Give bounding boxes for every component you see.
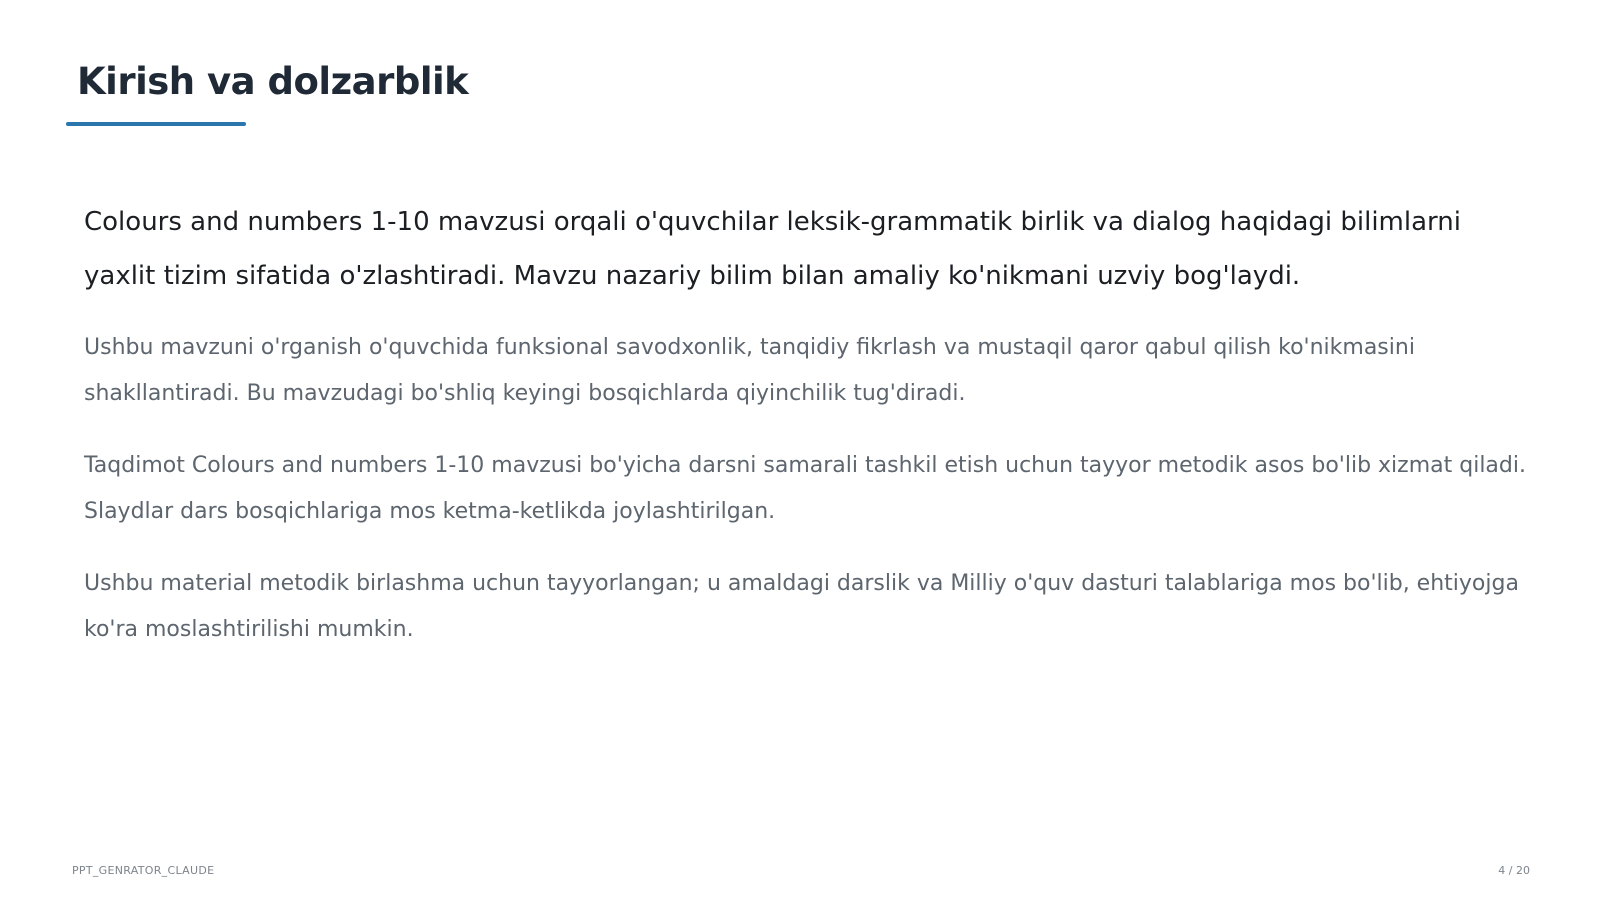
body-paragraph-3: Ushbu material metodik birlashma uchun tayyorlangan; u amaldagi darslik va Milliy o'quv dasturi talablariga mos bo'lib, ehtiyojga ko'ra moslashtirilishi mumkin. [84, 571, 1519, 642]
lead-paragraph: Colours and numbers 1-10 mavzusi orqali o'quvchilar leksik-grammatik birlik va dialog haqidagi bilimlarni yaxlit tizim sifatida o'zlashtiradi. Mavzu nazariy bilim bilan amaliy ko'nikmani uzviy bog'laydi. [84, 207, 1461, 291]
page-number: 4 / 20 [1498, 864, 1530, 877]
body-paragraph-1: Ushbu mavzuni o'rganish o'quvchida funksional savodxonlik, tanqidiy fikrlash va mustaqil qaror qabul qilish ko'nikmasini shakllantiradi. Bu mavzudagi bo'shliq keyingi bosqichlarda qiyinchilik tug'diradi. [84, 335, 1415, 406]
slide-title: Kirish va dolzarblik [77, 60, 469, 103]
slide-content [84, 195, 1539, 679]
body-paragraph-2: Taqdimot Colours and numbers 1-10 mavzusi bo'yicha darsni samarali tashkil etish uchun tayyor metodik asos bo'lib xizmat qiladi. Slaydlar dars bosqichlariga mos ketma-ketlikda joylashtirilgan. [84, 453, 1526, 524]
footer-source: PPT_GENRATOR_CLAUDE [72, 864, 215, 877]
title-underline [66, 122, 246, 126]
